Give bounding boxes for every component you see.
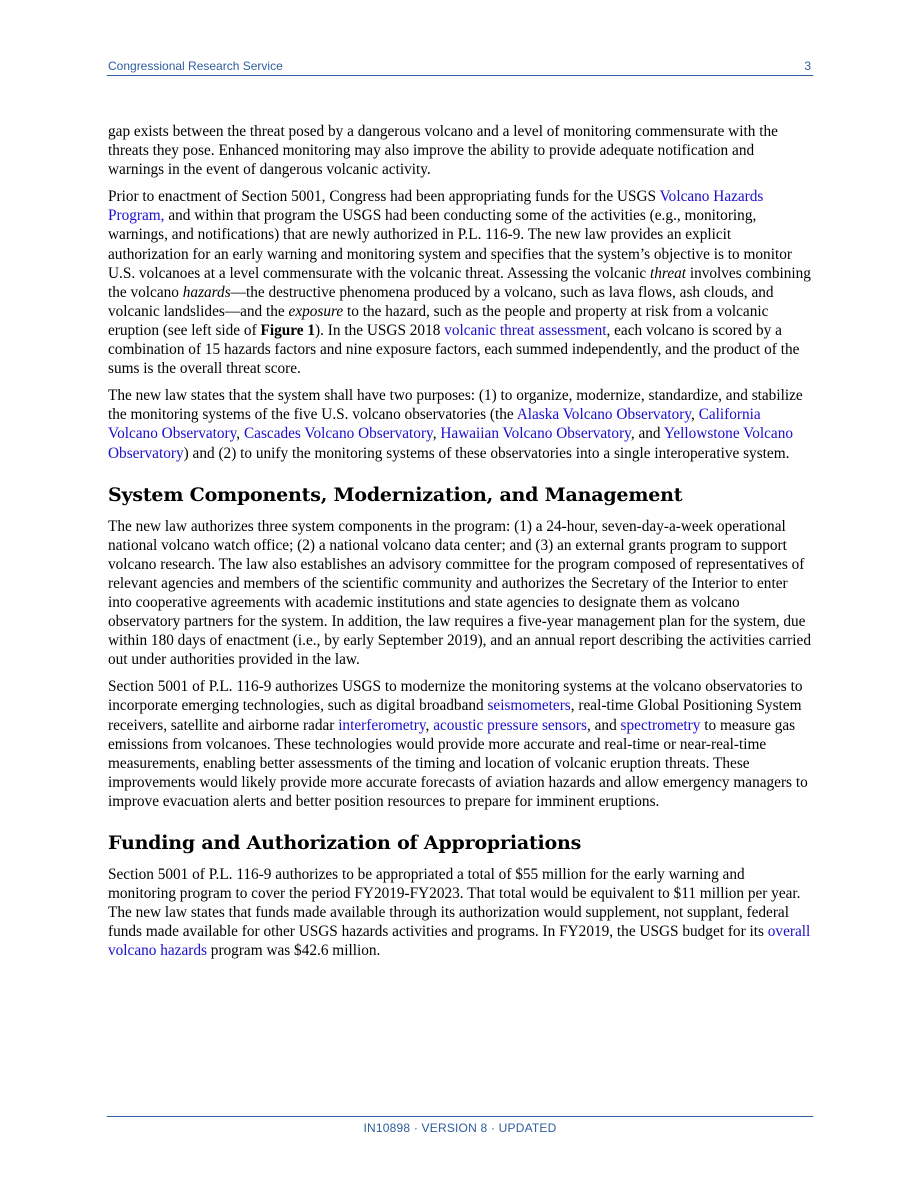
header-source: Congressional Research Service (108, 59, 283, 73)
paragraph-3 (108, 386, 813, 462)
paragraph-2 (108, 187, 813, 378)
volcanic-threat-assessment-link[interactable]: volcanic threat assessment (444, 321, 607, 339)
text-run: ) and (2) to unify the monitoring systems of these observatories into a single interoperative system. (183, 444, 790, 462)
text-run: program was $42.6 million. (206, 942, 381, 960)
emphasis-exposure: exposure (288, 302, 344, 320)
section-heading-funding: Funding and Authorization of Appropriations (108, 832, 582, 854)
yellowstone-volcano-observatory-link[interactable]: Yellowstone Volcano Observatory (108, 425, 794, 462)
text-run: involves combining the volcano (108, 264, 811, 301)
text-run: , (432, 425, 441, 443)
text-run: The new law states that the system shall have two purposes: (1) to organize, modernize, standardize, and stabilize the monitoring systems of the five U.S. volcano observatories (the (108, 387, 803, 424)
text-run: ). In the USGS 2018 (315, 321, 445, 339)
text-run: , (691, 406, 699, 424)
spectrometry-link[interactable]: spectrometry (620, 716, 701, 734)
document-body (108, 122, 813, 968)
text-run: , real-time Global Positioning System receivers, satellite and airborne radar (108, 697, 802, 734)
california-volcano-observatory-link[interactable]: California Volcano Observatory (108, 406, 761, 443)
acoustic-pressure-sensors-link[interactable]: acoustic pressure sensors (433, 716, 587, 734)
footer-divider (107, 1116, 813, 1117)
section-heading-system-components: System Components, Modernization, and Management (108, 483, 683, 506)
text-run: to measure gas emissions from volcanoes. These technologies would provide more accurate and real-time or near-real-time measurements, enabling better assessments of the timing and location of volcanic eruption threats. These improvements would likely provide more accurate forecasts of aviation hazards and allow emergency managers to improve evacuation alerts and better position resources to prepare for imminent eruptions. (108, 716, 808, 810)
hawaiian-volcano-observatory-link[interactable]: Hawaiian Volcano Observatory (440, 425, 631, 443)
cascades-volcano-observatory-link[interactable]: Cascades Volcano Observatory (243, 425, 433, 443)
paragraph-system-components: The new law authorizes three system components in the program: (1) a 24-hour, seven-day-a-week operational national volcano watch office; (2) a national volcano data center; and (3) an external grants program to support volcano research. The law also establishes an advisory committee for the program composed of representatives of relevant agencies and members of the scientific community and authorizes the Secretary of the Interior to enter into cooperative agreements with academic institutions and state agencies to designate them as volcano observatory partners for the system. In addition, the law requires a five-year management plan for the system, due within 180 days of enactment (i.e., by early September 2019), and an annual report describing the activities carried out under authorities provided in the law. (108, 517, 811, 669)
text-run: , (236, 425, 244, 443)
text-run: , and (586, 716, 621, 734)
emphasis-threat: threat (650, 264, 687, 282)
paragraph-1: gap exists between the threat posed by a dangerous volcano and a level of monitoring commensurate with the threats they pose. Enhanced monitoring may also improve the ability to provide adequate notification and warnings in the event of dangerous volcanic activity. (108, 123, 778, 179)
text-run: —the destructive phenomena produced by a volcano, such as lava flows, ash clouds, and volcanic landslides—and the (108, 283, 774, 320)
paragraph-funding (108, 865, 813, 960)
text-run: to the hazard, such as the people and property at risk from a volcanic eruption (see left side of (108, 302, 769, 339)
text-run: , (425, 716, 434, 734)
text-run: , each volcano is scored by a combination of 15 hazards factors and nine exposure factors, each summed independently, and the product of the sums is the overall threat score. (108, 321, 800, 378)
text-run: and within that program the USGS had been conducting some of the activities (e.g., monitoring, warnings, and notifications) that are newly authorized in P.L. 116-9. The new law provides an explicit authorization for an early warning and monitoring system and specifies that the system’s objective is to monitor U.S. volcanoes at a level commensurate with the volcanic threat. Assessing the volcanic (108, 207, 792, 282)
alaska-volcano-observatory-link[interactable]: Alaska Volcano Observatory (516, 406, 692, 424)
interferometry-link[interactable]: interferometry (338, 716, 426, 734)
text-run: , and (630, 425, 664, 443)
emphasis-hazards: hazards (182, 283, 231, 301)
text-run: Section 5001 of P.L. 116-9 authorizes USGS to modernize the monitoring systems at the volcano observatories to incorporate emerging technologies, such as digital broadband (108, 678, 803, 715)
page-number: 3 (804, 59, 811, 73)
text-run: Prior to enactment of Section 5001, Congress had been appropriating funds for the USGS (108, 188, 660, 206)
volcano-hazards-program-link[interactable]: Volcano Hazards Program, (108, 188, 764, 225)
figure-reference: Figure 1 (260, 321, 316, 339)
seismometers-link[interactable]: seismometers (487, 697, 571, 715)
overall-volcano-hazards-link[interactable]: overall volcano hazards (108, 923, 811, 960)
page-footer: IN10898 · VERSION 8 · UPDATED (363, 1121, 557, 1135)
paragraph-modernization (108, 677, 813, 811)
text-run: Section 5001 of P.L. 116-9 authorizes to be appropriated a total of $55 million for the early warning and monitoring program to cover the period FY2019-FY2023. That total would be equivalent to $11 million per year. The new law states that funds made available through its authorization would supplement, not supplant, federal funds made available for other USGS hazards activities and programs. In FY2019, the USGS budget for its (108, 866, 801, 941)
page-header (107, 57, 813, 76)
